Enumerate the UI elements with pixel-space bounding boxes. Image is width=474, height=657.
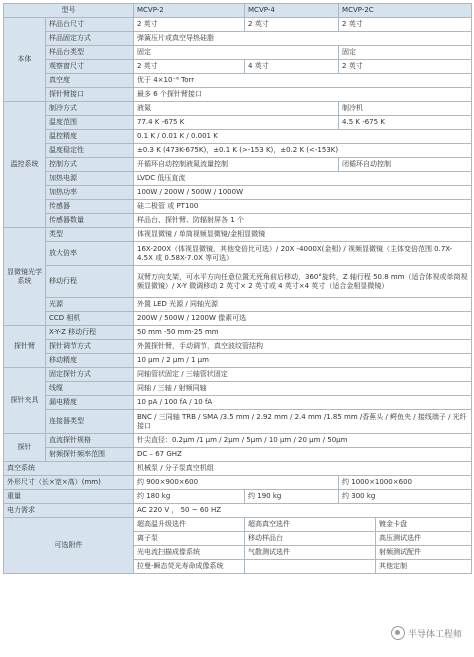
- cell-value: 同轴 / 三轴 / 射频同轴: [134, 382, 472, 396]
- cell-value: AC 220 V ， 50 ~ 60 HZ: [134, 504, 472, 518]
- row-label: 传感器数量: [46, 214, 134, 228]
- power-label: 电力需求: [4, 504, 134, 518]
- cell-value: 固定: [134, 46, 339, 60]
- row-label: 移动精度: [46, 354, 134, 368]
- spec-table: [3, 3, 472, 574]
- row-label: 传感器: [46, 200, 134, 214]
- accessory-item: 超高真空选件: [245, 518, 376, 532]
- cell-value: DC – 67 GHZ: [134, 448, 472, 462]
- table-row: [4, 340, 472, 354]
- cell-value: 同轴管状固定 / 三轴管状固定: [134, 368, 472, 382]
- cell-value: 2 英寸: [134, 60, 245, 74]
- cell-value: 液氮: [134, 102, 339, 116]
- watermark: [389, 625, 464, 641]
- row-label: 温度范围: [46, 116, 134, 130]
- cell-value: 约 300 kg: [339, 490, 472, 504]
- table-row: [4, 312, 472, 326]
- cell-value: LVDC 低压直流: [134, 172, 472, 186]
- cell-value: 2 英寸: [339, 18, 472, 32]
- row-label: X-Y-Z 移动行程: [46, 326, 134, 340]
- row-label: 样品固定方式: [46, 32, 134, 46]
- table-row: [4, 354, 472, 368]
- row-label: 温控精度: [46, 130, 134, 144]
- table-row: [4, 434, 472, 448]
- cell-value: 约 180 kg: [134, 490, 245, 504]
- table-row: [4, 32, 472, 46]
- row-label: 温度稳定性: [46, 144, 134, 158]
- section-microscope-label: 显微镜光学系统: [4, 228, 46, 326]
- row-label: 加热电源: [46, 172, 134, 186]
- row-label: 探针臂接口: [46, 88, 134, 102]
- row-label: 光源: [46, 298, 134, 312]
- table-row: [4, 214, 472, 228]
- accessory-item: 镀金卡盘: [376, 518, 472, 532]
- cell-value: 77.4 K -675 K: [134, 116, 339, 130]
- cell-value: 针尖直径：0.2μm /1 μm / 2μm / 5μm / 10 μm / 20 μm / 50μm: [134, 434, 472, 448]
- accessory-item: 离子泵: [134, 532, 245, 546]
- row-label: 样品台尺寸: [46, 18, 134, 32]
- cell-value: 样品台、探针臂、防辐射屏各 1 个: [134, 214, 472, 228]
- row-label: 制冷方式: [46, 102, 134, 116]
- weight-label: 重量: [4, 490, 134, 504]
- row-label: 样品台类型: [46, 46, 134, 60]
- wechat-logo-icon: [391, 626, 405, 640]
- row-label: 连接器类型: [46, 410, 134, 434]
- cell-value: 16X-200X（体视显微镜，其他变倍比可选）/ 20X -4000X(金相) / 视频显微镜（主体变倍范围 0.7X-4.5X 或 0.58X-7.0X 等可选）: [134, 242, 472, 266]
- accessory-item: 拉曼-瞬态荧光寿命成像系统: [134, 560, 245, 574]
- row-label: 放大倍率: [46, 242, 134, 266]
- table-row: [4, 144, 472, 158]
- header-model-label: 型号: [4, 4, 134, 18]
- row-label: 直流探针规格: [46, 434, 134, 448]
- accessory-item: 其他定制: [376, 560, 472, 574]
- cell-value: 2 英寸: [134, 18, 245, 32]
- row-label: 线缆: [46, 382, 134, 396]
- accessory-item: 射频测试配件: [376, 546, 472, 560]
- cell-value: 外置 LED 光源 / 同轴光源: [134, 298, 472, 312]
- cell-value: 50 mm -50 mm-25 mm: [134, 326, 472, 340]
- header-row: [4, 4, 472, 18]
- cell-value: ±0.3 K (473K-675K)，±0.1 K (>-153 K)，±0.2 K (<-153K): [134, 144, 472, 158]
- table-row: [4, 186, 472, 200]
- cell-value: 200W / 500W / 1200W 像素可选: [134, 312, 472, 326]
- cell-value: 10 μm / 2 μm / 1 μm: [134, 354, 472, 368]
- row-label: CCD 相机: [46, 312, 134, 326]
- table-row: [4, 74, 472, 88]
- accessories-label: 可选附件: [4, 518, 134, 574]
- cell-value: 外置探针臂，手动调节，真空波纹管结构: [134, 340, 472, 354]
- cell-value: BNC / 三同轴 TRB / SMA /3.5 mm / 2.92 mm / 2.4 mm /1.85 mm /香蕉头 / 鳄鱼夹 / 接线端子 / 光纤接口: [134, 410, 472, 434]
- table-row: [4, 60, 472, 74]
- table-row: [4, 396, 472, 410]
- table-row: [4, 298, 472, 312]
- table-row: [4, 242, 472, 266]
- cell-value: 2 英寸: [245, 18, 339, 32]
- section-probe-arm-label: 探针臂: [4, 326, 46, 368]
- accessory-item: 光电流扫描成像系统: [134, 546, 245, 560]
- cell-value: 2 英寸: [339, 60, 472, 74]
- header-mcvp-4: MCVP-4: [245, 4, 339, 18]
- cell-value: 弹簧压片或真空导热硅脂: [134, 32, 472, 46]
- accessory-item: 移动样品台: [245, 532, 376, 546]
- cell-value: 10 pA / 100 fA / 10 fA: [134, 396, 472, 410]
- cell-value: 100W / 200W / 500W / 1000W: [134, 186, 472, 200]
- cell-value: 开循环自动控制液氮流量控制: [134, 158, 339, 172]
- row-label: 加热功率: [46, 186, 134, 200]
- table-row: [4, 326, 472, 340]
- table-row: [4, 504, 472, 518]
- cell-value: 约 190 kg: [245, 490, 339, 504]
- cell-value: 约 1000×1000×600: [339, 476, 472, 490]
- cell-value: 硅二极管 或 PT100: [134, 200, 472, 214]
- table-row: [4, 518, 472, 532]
- row-label: 射频探针频率范围: [46, 448, 134, 462]
- table-row: [4, 46, 472, 60]
- cell-value: 约 900×900×600: [134, 476, 339, 490]
- section-body-label: 本体: [4, 18, 46, 102]
- table-row: [4, 448, 472, 462]
- section-temp-label: 温控系统: [4, 102, 46, 228]
- table-row: [4, 228, 472, 242]
- vacuum-label: 真空系统: [4, 462, 134, 476]
- accessory-item: 高压测试选件: [376, 532, 472, 546]
- table-row: [4, 476, 472, 490]
- table-row: [4, 266, 472, 298]
- accessory-item: [245, 560, 376, 574]
- cell-value: 制冷机: [339, 102, 472, 116]
- row-label: 类型: [46, 228, 134, 242]
- cell-value: 体视显微镜 / 单筒视频显微镜/金相显微镜: [134, 228, 472, 242]
- table-row: [4, 490, 472, 504]
- cell-value: 优于 4×10⁻⁶ Torr: [134, 74, 472, 88]
- table-row: [4, 382, 472, 396]
- cell-value: 4.5 K -675 K: [339, 116, 472, 130]
- row-label: 固定探针方式: [46, 368, 134, 382]
- section-probe-label: 探针: [4, 434, 46, 462]
- accessory-item: 超高温升级选件: [134, 518, 245, 532]
- table-row: [4, 102, 472, 116]
- row-label: 移动行程: [46, 266, 134, 298]
- header-mcvp-2c: MCVP-2C: [339, 4, 472, 18]
- cell-value: 0.1 K / 0.01 K / 0.001 K: [134, 130, 472, 144]
- table-row: [4, 462, 472, 476]
- row-label: 漏电精度: [46, 396, 134, 410]
- table-row: [4, 200, 472, 214]
- row-label: 真空度: [46, 74, 134, 88]
- cell-value: 机械泵 / 分子泵真空机组: [134, 462, 472, 476]
- row-label: 探针调节方式: [46, 340, 134, 354]
- accessory-item: 气散测试选件: [245, 546, 376, 560]
- row-label: 观察窗尺寸: [46, 60, 134, 74]
- table-row: [4, 172, 472, 186]
- dimensions-label: 外形尺寸（长×宽×高）(mm): [4, 476, 134, 490]
- watermark-text: 半导体工程师: [407, 629, 462, 640]
- cell-value: 双臂万向支架，可水平方向任意位置无死角前后移动，360°旋转，Z 轴行程 50.8 mm（适合体视或单筒视频显微镜）/ X-Y 微调移动 2 英寸× 2 英寸或 4 英寸×4 英寸（适合金相显微镜）: [134, 266, 472, 298]
- table-row: [4, 130, 472, 144]
- header-mcvp-2: MCVP-2: [134, 4, 245, 18]
- table-row: [4, 88, 472, 102]
- table-row: [4, 18, 472, 32]
- cell-value: 闭循环自动控制: [339, 158, 472, 172]
- cell-value: 最多 6 个探针臂接口: [134, 88, 472, 102]
- table-row: [4, 410, 472, 434]
- cell-value: 固定: [339, 46, 472, 60]
- row-label: 控制方式: [46, 158, 134, 172]
- section-fixture-label: 探针夹具: [4, 368, 46, 434]
- table-row: [4, 368, 472, 382]
- table-row: [4, 158, 472, 172]
- cell-value: 4 英寸: [245, 60, 339, 74]
- table-row: [4, 116, 472, 130]
